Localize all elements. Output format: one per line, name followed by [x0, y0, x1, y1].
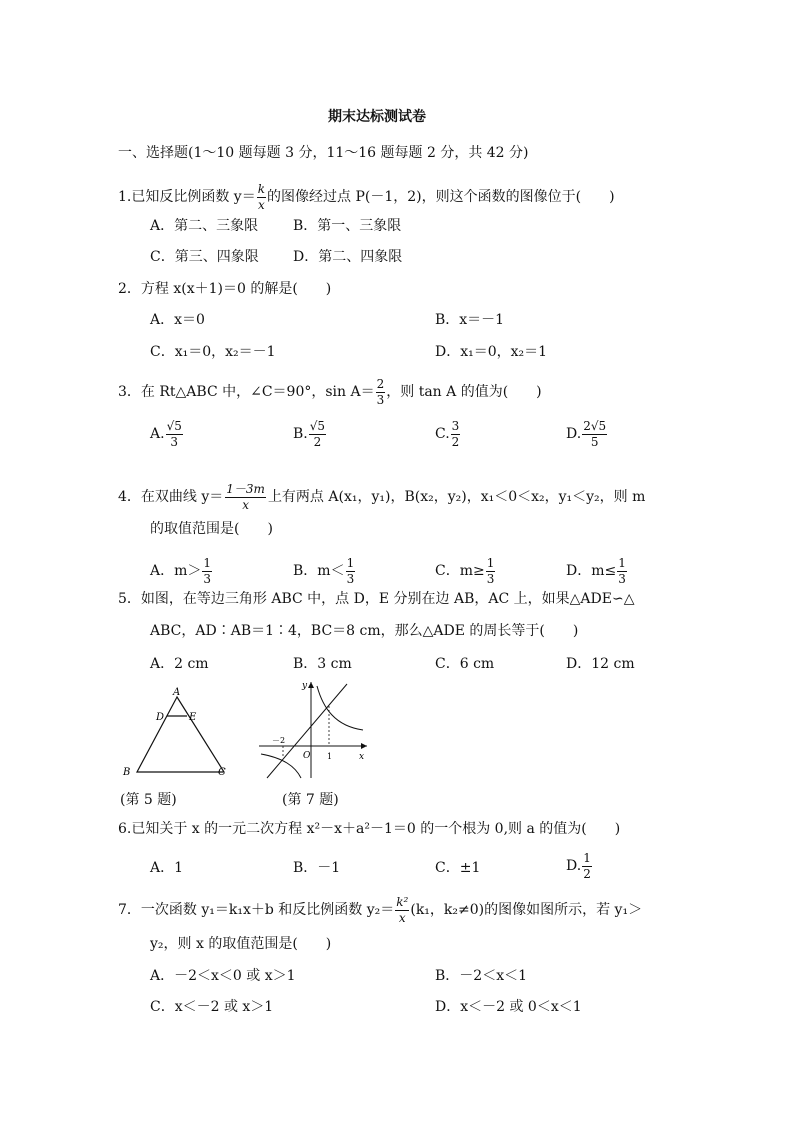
triangle-abc — [137, 697, 224, 772]
q7-option-d[interactable]: D．x＜－2 或 0＜x＜1 — [435, 999, 582, 1015]
q3-option-c[interactable]: C. $\frac{3}{2}$ — [435, 419, 460, 449]
q3-option-d[interactable]: D. $\frac{2√5}{5}$ — [566, 419, 607, 449]
fraction-k2-over-x: $\frac{\text{k²}}{x}$ — [396, 895, 409, 925]
question-4-line2: 的取值范围是( ) — [150, 521, 273, 537]
q2-option-c[interactable]: C．x₁＝0，x₂＝－1 — [150, 344, 276, 360]
label-a: A — [173, 687, 181, 698]
q1-option-a[interactable]: A．第二、三象限 — [150, 218, 259, 234]
q7-option-b[interactable]: B．－2＜x＜1 — [435, 968, 527, 984]
caption-fig5: (第 5 题) — [120, 792, 177, 808]
section-heading: 一、选择题(1～10 题每题 3 分，11～16 题每题 2 分，共 42 分) — [118, 145, 529, 161]
q4-option-a[interactable]: A．m＞ $\frac{1}{3}$ — [150, 556, 212, 586]
q6-option-c[interactable]: C．±1 — [435, 860, 481, 876]
label-d: D — [156, 712, 165, 723]
label-1: 1 — [327, 752, 333, 761]
q6-option-d[interactable]: D. $\frac{1}{2}$ — [566, 851, 591, 881]
label-c: C — [218, 767, 226, 778]
line-y1 — [267, 684, 347, 778]
q1-option-d[interactable]: D．第二、四象限 — [293, 249, 403, 265]
label-origin: O — [303, 751, 311, 761]
question-4-stem: 4．在双曲线 y＝ $\frac{1-3m}{x}$ 上有两点 A(x₁，y₁)，B(x₂，y₂)，x₁＜0＜x₂，y₁＜y₂，则 m — [118, 482, 646, 512]
hyperbola-branch-q3 — [261, 754, 301, 778]
q7-option-c[interactable]: C．x＜－2 或 x＞1 — [150, 999, 274, 1015]
q4-option-c[interactable]: C．m≥ $\frac{1}{3}$ — [435, 556, 495, 586]
question-5-line1: 5．如图，在等边三角形 ABC 中，点 D，E 分别在边 AB，AC 上，如果△ADE∽△ — [118, 591, 635, 607]
question-1-stem: 1.已知反比例函数 y＝ $\frac{k}{x}$ 的图像经过点 P(－1，2)，则这个函数的图像位于( ) — [118, 182, 615, 212]
label-neg2: －2 — [272, 736, 286, 745]
figure-7-graph — [255, 678, 375, 784]
fraction-k-over-x: $\frac{k}{x}$ — [257, 182, 265, 212]
label-e: E — [189, 712, 197, 723]
q4-option-d[interactable]: D．m≤ $\frac{1}{3}$ — [566, 556, 626, 586]
q5-option-d[interactable]: D．12 cm — [566, 656, 635, 672]
question-5-line2: ABC，AD∶AB＝1∶4，BC＝8 cm，那么△ADE 的周长等于( ) — [150, 623, 579, 639]
q6-option-b[interactable]: B．－1 — [293, 860, 341, 876]
q3-option-a[interactable]: A. $\frac{√5}{3}$ — [150, 419, 182, 449]
q5-option-a[interactable]: A．2 cm — [150, 656, 209, 672]
fraction-2-over-3: $\frac{2}{3}$ — [376, 377, 385, 407]
q2-option-d[interactable]: D．x₁＝0，x₂＝1 — [435, 344, 548, 360]
q1-option-c[interactable]: C．第三、四象限 — [150, 249, 259, 265]
y-axis-arrow — [308, 682, 314, 688]
question-6-stem: 6.已知关于 x 的一元二次方程 x²－x＋a²－1＝0 的一个根为 0,则 a 的值为( ) — [118, 821, 621, 837]
caption-fig7: (第 7 题) — [282, 792, 339, 808]
label-b: B — [123, 767, 131, 778]
x-axis-arrow — [361, 743, 367, 749]
q2-option-a[interactable]: A．x＝0 — [150, 312, 205, 328]
q1-option-b[interactable]: B．第一、三象限 — [293, 218, 402, 234]
label-x: x — [359, 752, 365, 762]
q4-option-b[interactable]: B．m＜ $\frac{1}{3}$ — [293, 556, 355, 586]
question-7-stem: 7．一次函数 y₁＝k₁x＋b 和反比例函数 y₂＝ $\frac{\text{k²}}{x}$ (k₁，k₂≠0)的图像如图所示，若 y₁＞ — [118, 895, 643, 925]
q3-option-b[interactable]: B. $\frac{√5}{2}$ — [293, 419, 326, 449]
label-y: y — [302, 681, 308, 691]
q6-option-a[interactable]: A．1 — [150, 860, 184, 876]
q2-option-b[interactable]: B．x＝－1 — [435, 312, 505, 328]
fraction-1-3m-over-x: $\frac{1-3m}{x}$ — [226, 482, 265, 512]
q5-option-b[interactable]: B．3 cm — [293, 656, 352, 672]
question-2-stem: 2．方程 x(x＋1)＝0 的解是( ) — [118, 281, 332, 297]
q5-option-c[interactable]: C．6 cm — [435, 656, 495, 672]
question-7-line2: y₂，则 x 的取值范围是( ) — [150, 936, 332, 952]
page-title: 期末达标测试卷 — [328, 109, 426, 125]
figure-5-triangle — [115, 685, 235, 785]
question-3-stem: 3．在 Rt△ABC 中，∠C＝90°，sin A＝ $\frac{2}{3}$ ，则 tan A 的值为( ) — [118, 377, 542, 407]
q7-option-a[interactable]: A．－2＜x＜0 或 x＞1 — [150, 968, 296, 984]
